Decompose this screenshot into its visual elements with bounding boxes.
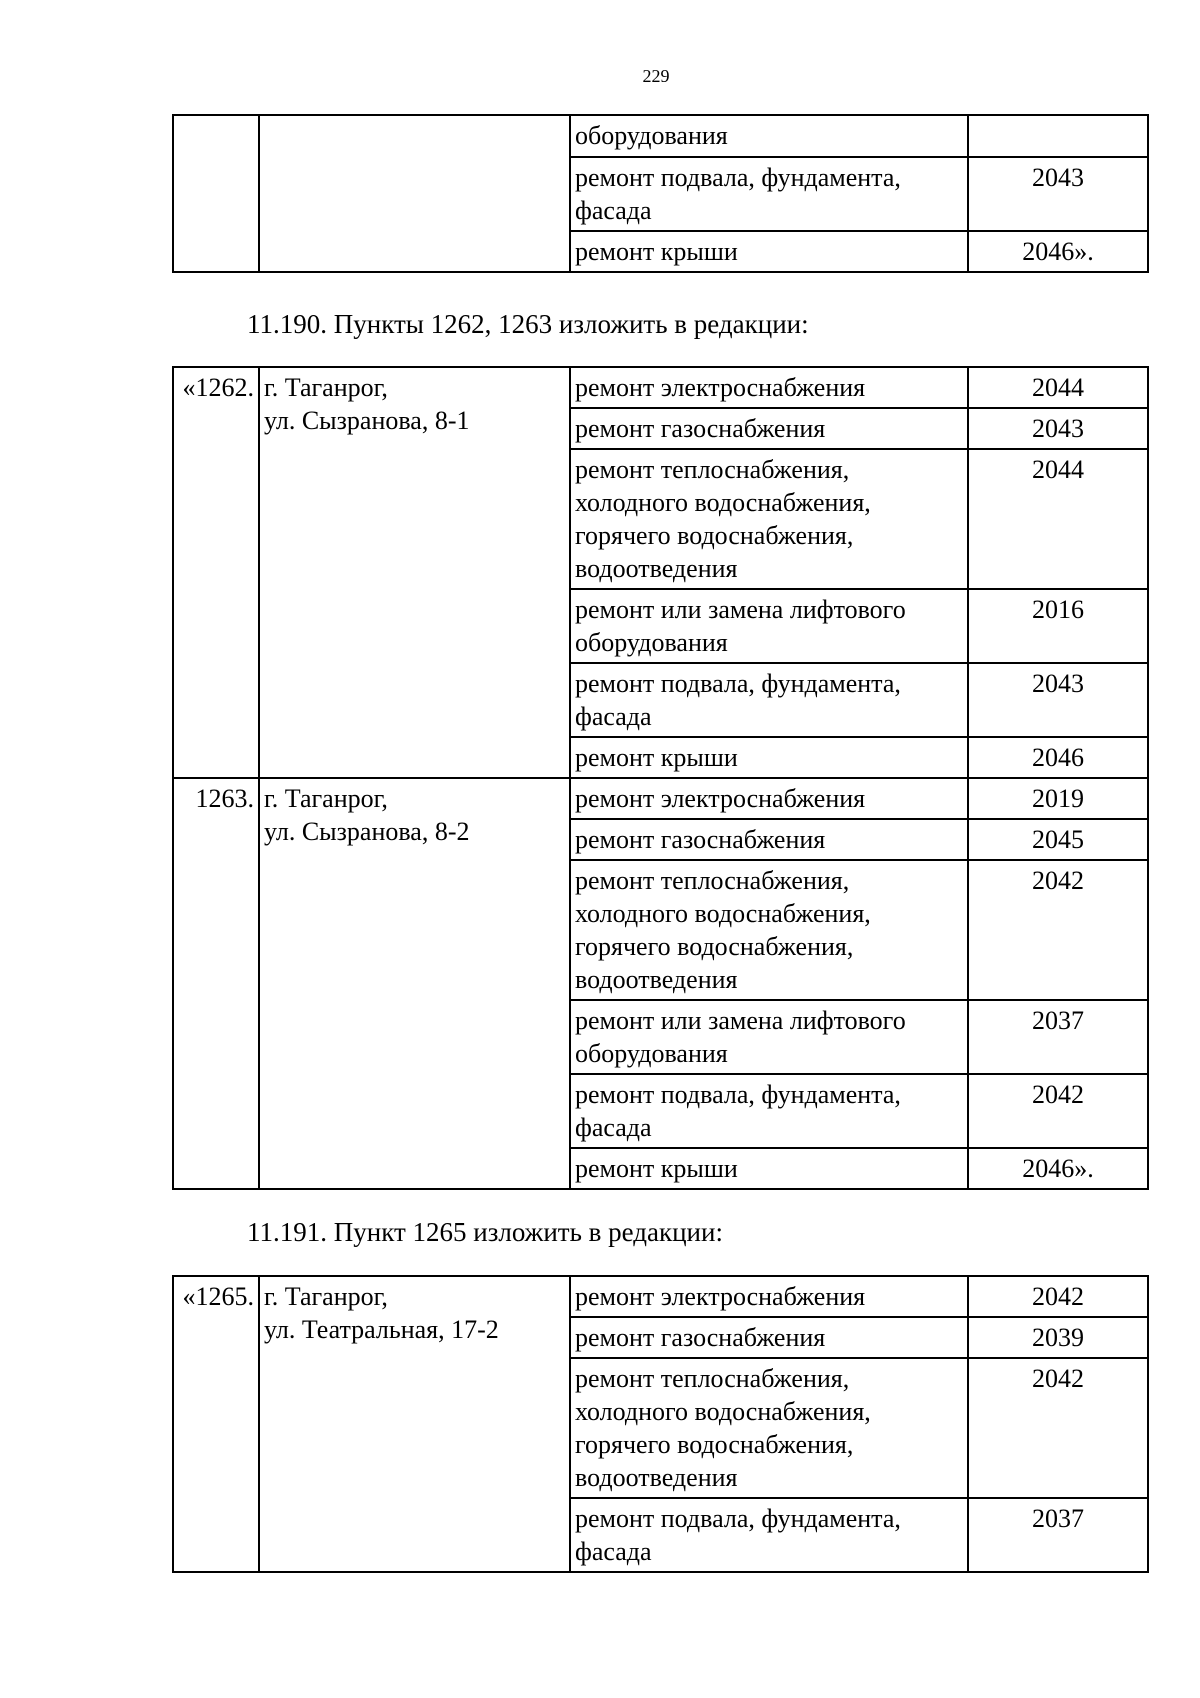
work-cell: ремонт подвала, фундамента, фасада: [570, 1498, 968, 1572]
work-cell: ремонт газоснабжения: [570, 1317, 968, 1358]
year-cell: 2045: [968, 819, 1148, 860]
work-cell: ремонт теплоснабжения, холодного водоснабжения, горячего водоснабжения, водоотведения: [570, 1358, 968, 1498]
table-row: [173, 115, 1148, 157]
table-row: [173, 367, 1148, 408]
work-cell: ремонт крыши: [570, 1148, 968, 1189]
item-number: «1262.: [173, 367, 259, 778]
address-cell: [259, 115, 570, 272]
work-cell: ремонт газоснабжения: [570, 408, 968, 449]
item-number: «1265.: [173, 1276, 259, 1572]
address-street: ул. Сызранова, 8-2: [264, 817, 470, 846]
year-cell: 2037: [968, 1000, 1148, 1074]
items-1262-1263-block: [172, 366, 1147, 1190]
work-cell: ремонт подвала, фундамента, фасада: [570, 157, 968, 231]
year-cell: 2042: [968, 860, 1148, 1000]
work-cell: ремонт подвала, фундамента, фасада: [570, 663, 968, 737]
continuation-table: [172, 114, 1149, 273]
year-cell: 2042: [968, 1074, 1148, 1148]
section-heading-11-190: 11.190. Пункты 1262, 1263 изложить в редакции:: [247, 309, 809, 339]
address-cell: [259, 1276, 570, 1572]
work-cell: ремонт или замена лифтового оборудования: [570, 1000, 968, 1074]
year-cell: 2037: [968, 1498, 1148, 1572]
year-cell: 2046: [968, 737, 1148, 778]
work-cell: ремонт крыши: [570, 231, 968, 272]
address-cell: [259, 367, 570, 778]
work-cell: ремонт теплоснабжения, холодного водоснабжения, горячего водоснабжения, водоотведения: [570, 449, 968, 589]
address-cell: [259, 778, 570, 1189]
table-row: [173, 778, 1148, 819]
address-street: ул. Театральная, 17-2: [264, 1315, 499, 1344]
work-cell: ремонт теплоснабжения, холодного водоснабжения, горячего водоснабжения, водоотведения: [570, 860, 968, 1000]
address-street: ул. Сызранова, 8-1: [264, 406, 470, 435]
year-cell: [968, 115, 1148, 157]
year-cell: 2016: [968, 589, 1148, 663]
year-cell: 2044: [968, 367, 1148, 408]
year-cell: 2043: [968, 663, 1148, 737]
work-cell: ремонт газоснабжения: [570, 819, 968, 860]
year-cell: 2044: [968, 449, 1148, 589]
work-cell: оборудования: [570, 115, 968, 157]
continuation-table-block: [172, 114, 1147, 273]
section-heading-11-191: 11.191. Пункт 1265 изложить в редакции:: [247, 1217, 723, 1247]
address-city: г. Таганрог,: [264, 784, 388, 813]
items-table-1265: [172, 1275, 1149, 1573]
year-cell: 2046».: [968, 1148, 1148, 1189]
year-cell: 2039: [968, 1317, 1148, 1358]
number-cell: [173, 115, 259, 272]
year-cell: 2042: [968, 1276, 1148, 1317]
year-cell: 2019: [968, 778, 1148, 819]
item-number: 1263.: [173, 778, 259, 1189]
address-city: г. Таганрог,: [264, 373, 388, 402]
items-table-1262-1263: [172, 366, 1149, 1190]
year-cell: 2043: [968, 157, 1148, 231]
work-cell: ремонт подвала, фундамента, фасада: [570, 1074, 968, 1148]
year-cell: 2046».: [968, 231, 1148, 272]
item-1265-block: [172, 1275, 1147, 1573]
address-city: г. Таганрог,: [264, 1282, 388, 1311]
work-cell: ремонт крыши: [570, 737, 968, 778]
year-cell: 2042: [968, 1358, 1148, 1498]
page-number: 229: [642, 66, 670, 86]
work-cell: ремонт электроснабжения: [570, 1276, 968, 1317]
work-cell: ремонт электроснабжения: [570, 367, 968, 408]
year-cell: 2043: [968, 408, 1148, 449]
work-cell: ремонт или замена лифтового оборудования: [570, 589, 968, 663]
table-row: [173, 1276, 1148, 1317]
work-cell: ремонт электроснабжения: [570, 778, 968, 819]
